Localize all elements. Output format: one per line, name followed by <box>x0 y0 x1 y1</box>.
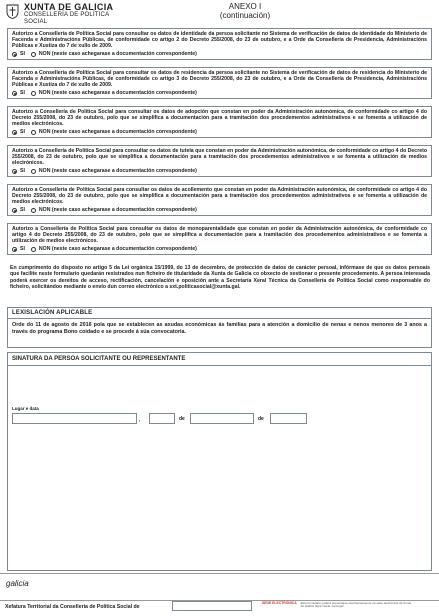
radio-no[interactable] <box>31 130 36 135</box>
stamp-text: Este formulario poderá presentarse electrónicamente na sede electrónica da Xunta de Galicia https://sede.xunta.gal <box>300 601 412 609</box>
authorization-text: Autorizo a Consellería de Política Social para consultar os datos de acollemento que constan en poder da Administración autonómica, de conformidade co artigo 4 do Decreto 255/2008, do 23 de outubro, polo que se simplifica a documentación para a tramitación dos procedementos administrativos e se fomenta a utilización de medios electrónicos. <box>12 187 427 206</box>
annex-title: ANEXO I <box>228 2 262 11</box>
authorization-guardianship <box>7 145 432 177</box>
legislation-title: LEXISLACIÓN APLICABLE <box>8 308 431 319</box>
office-label: Xefatura Territorial da Consellería de Política Social de <box>5 604 140 610</box>
radio-no[interactable] <box>31 247 36 252</box>
radio-yes[interactable] <box>12 169 17 174</box>
month-field[interactable] <box>190 413 254 424</box>
authorization-options <box>8 168 431 176</box>
yes-label: SI <box>20 206 25 213</box>
department-name <box>24 12 109 26</box>
no-label: NON (neste caso achegarase a documentación correspondente) <box>38 50 197 57</box>
yes-label: SI <box>20 128 25 135</box>
authorization-single-parent <box>7 223 432 255</box>
radio-no[interactable] <box>31 52 36 57</box>
year-field[interactable] <box>270 413 307 424</box>
de-label-1: de <box>179 416 185 422</box>
place-date-label: Lugar e data <box>12 406 39 411</box>
authorization-options <box>8 90 431 98</box>
privacy-notice: En cumprimento do disposto no artigo 5 da Lei orgánica 15/1999, do 13 de decembro, de protección de datos de carácter persoal, infórmase de que os datos persoais que facilite neste formulario quedarán rexistrados nun ficheiro de titularidade da Xunta de Galicia co obxecto de xestionar o presente procedemento. A persoa interesada poderá exercer os dereitos de acceso, rectificación, cancelación e oposición ante a Secretaría Xeral Técnica da Consellería de Política Social como responsable do ficheiro, solicitándoo mediante o envío dun correo electrónico a sxt.politicasocial@xunta.gal. <box>10 265 430 290</box>
no-label: NON (neste caso achegarase a documentación correspondente) <box>38 89 197 96</box>
yes-label: SI <box>20 245 25 252</box>
authorization-text: Autorizo a Consellería de Política Social para consultar os datos de residencia da persoa solicitante no Sistema de verificación de datos de residencia do Ministerio de Facenda e Administracións Públicas, de conformidade co artigo 3 do Decreto 255/2008, do 23 de outubro, e a Orde da Consellería de Presidencia, Administracións Públicas e Xustiza do 7 de xullo de 2009. <box>12 70 427 89</box>
yes-label: SI <box>20 89 25 96</box>
annex-subtitle: (continuación) <box>219 11 271 20</box>
radio-yes[interactable] <box>12 247 17 252</box>
footer-divider <box>0 573 439 574</box>
radio-no[interactable] <box>31 208 36 213</box>
authorization-options <box>8 129 431 137</box>
radio-yes[interactable] <box>12 208 17 213</box>
authorization-text: Autorizo a Consellería de Política Social para consultar os datos de adopción que constan en poder da Administración autonómica, de conformidade co artigo 4 do Decreto 255/2008, do 23 de outubro, polo que se simplifica a documentación para a tramitación dos procedementos administrativos e se fomenta a utilización de medios electrónicos. <box>12 109 427 128</box>
annex-heading <box>150 2 340 20</box>
galicia-logo: galicia <box>6 579 29 588</box>
authorization-options <box>8 246 431 254</box>
authorization-text: Autorizo a Consellería de Política Social para consultar os datos de identidade da persoa solicitante no Sistema de verificación de datos de identidade do Ministerio de Facenda e Administracións Públicas, de conformidade co artigo 2 do Decreto 255/2008, do 23 de outubro, e a Orde da Consellería de Presidencia, Administracións Públicas e Xustiza do 7 de xullo de 2009. <box>12 31 427 50</box>
org-name: XUNTA DE GALICIA <box>24 2 114 12</box>
yes-label: SI <box>20 167 25 174</box>
place-field[interactable] <box>12 413 137 424</box>
office-field[interactable] <box>172 601 252 611</box>
legislation-body: Orde do 11 de agosto de 2016 pola que se establecen as axudas económicas ás familias para a atención a domicilio de nenas e nenos menores de 3 anos a través do programa Bono coidado e se procede á súa convocatoria. <box>12 322 427 335</box>
no-label: NON (neste caso achegarase a documentación correspondente) <box>38 206 197 213</box>
radio-yes[interactable] <box>12 91 17 96</box>
stamp-title: SEDE ELECTRÓNICA <box>262 601 297 605</box>
authorization-text: Autorizo a Consellería de Política Social para consultar os datos de tutela que constan en poder da Administración autonómica, de conformidade co artigo 4 do Decreto 255/2008, do 23 de outubro, polo que se simplifica a documentación para a tramitación dos procedementos administrativos e se fomenta a utilización de medios electrónicos. <box>12 148 427 167</box>
authorization-adoption <box>7 106 432 138</box>
authorization-options <box>8 207 431 215</box>
authorization-identity <box>7 28 432 60</box>
radio-yes[interactable] <box>12 130 17 135</box>
comma-separator: , <box>139 417 141 423</box>
authorization-options <box>8 51 431 59</box>
radio-yes[interactable] <box>12 52 17 57</box>
legislation-section <box>7 307 432 348</box>
department-line-2: SOCIAL <box>24 19 48 25</box>
signature-title: SINATURA DA PERSOA SOLICITANTE OU REPRESENTANTE <box>8 353 431 366</box>
signature-section <box>7 352 432 571</box>
electronic-office-stamp <box>262 602 413 609</box>
yes-label: SI <box>20 50 25 57</box>
no-label: NON (neste caso achegarase a documentación correspondente) <box>38 128 197 135</box>
de-label-2: de <box>258 416 264 422</box>
day-field[interactable] <box>149 413 175 424</box>
radio-no[interactable] <box>31 169 36 174</box>
no-label: NON (neste caso achegarase a documentación correspondente) <box>38 245 197 252</box>
no-label: NON (neste caso achegarase a documentación correspondente) <box>38 167 197 174</box>
authorization-residence <box>7 67 432 99</box>
radio-no[interactable] <box>31 91 36 96</box>
authorization-foster-care <box>7 184 432 216</box>
department-line-1: CONSELLERÍA DE POLÍTICA <box>24 12 110 18</box>
authorization-text: Autorizo a Consellería de Política Social para consultar os datos de monoparentalidade que constan en poder da Administración autonómica, de conformidade co artigo 4 do Decreto 255/2008, do 23 de outubro, polo que se simplifica a documentación para a tramitación dos procedementos administrativos e se fomenta a utilización de medios electrónicos. <box>12 226 427 245</box>
xunta-shield-icon <box>6 4 19 19</box>
